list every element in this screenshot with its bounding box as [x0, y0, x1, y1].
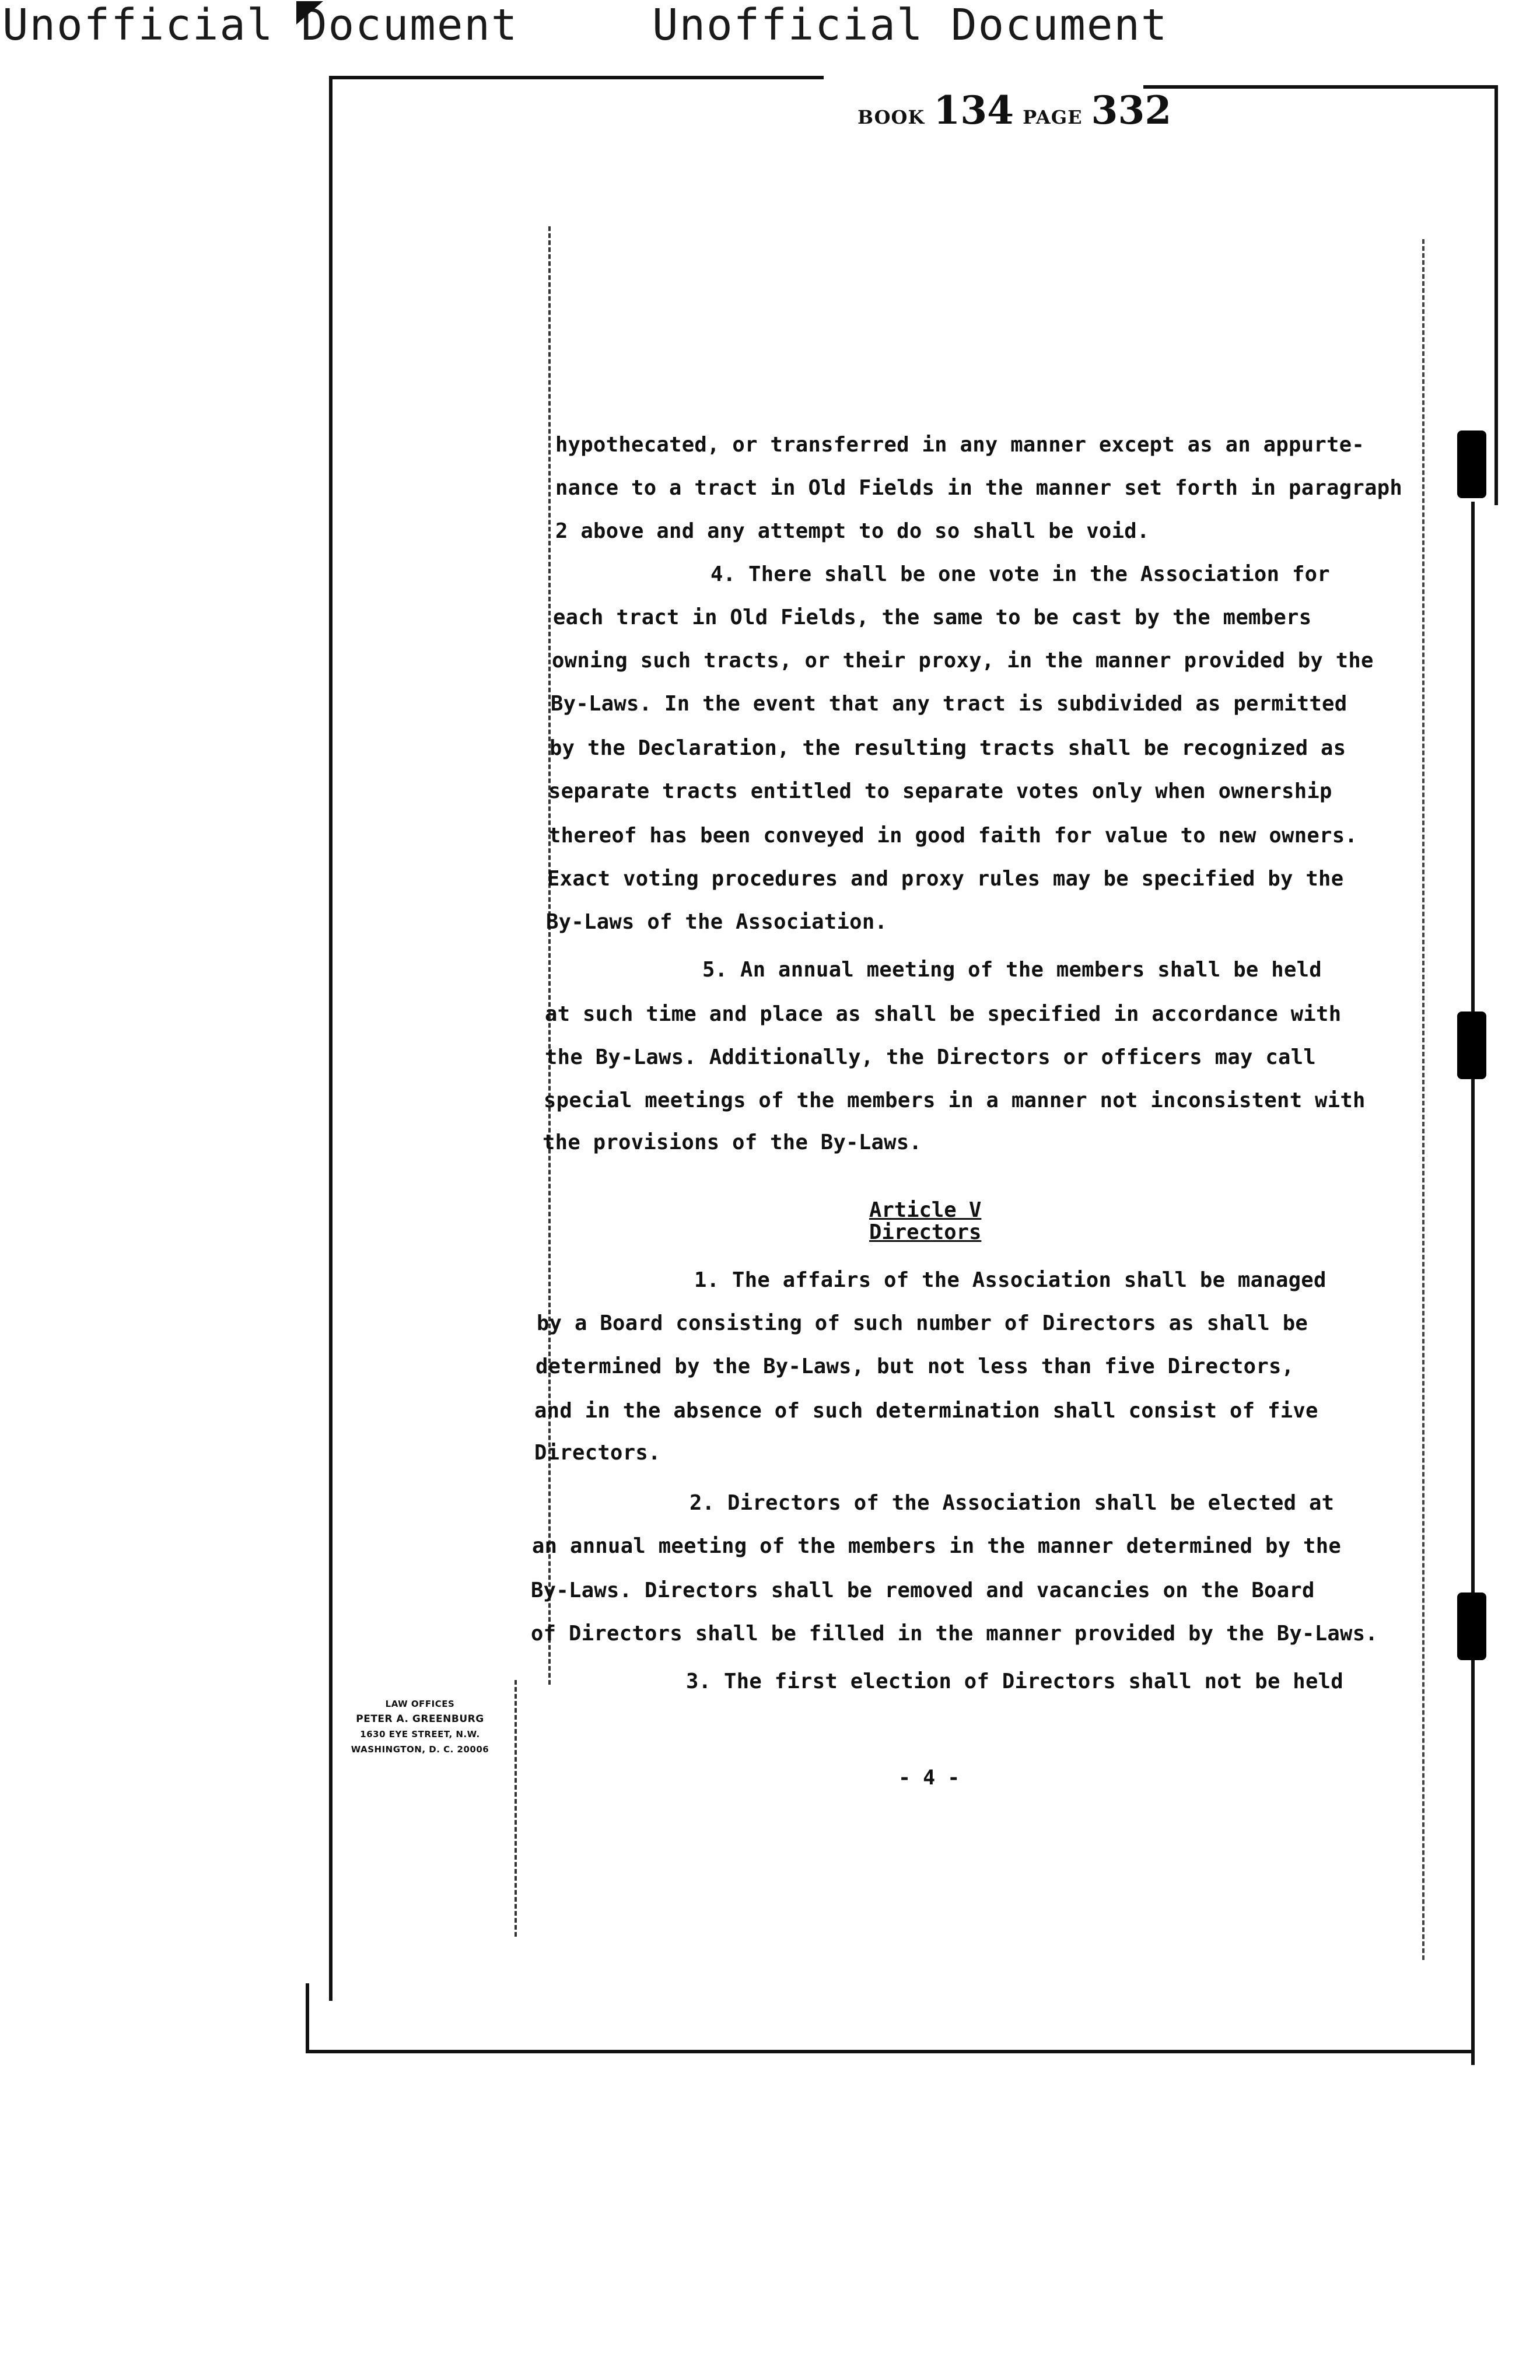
deed-page-number: 332 — [1091, 88, 1172, 133]
article-heading: Article V — [869, 1198, 982, 1222]
article-line: 3. The first election of Directors shall not be held — [686, 1670, 1343, 1693]
body-line: hypothecated, or transferred in any manner except as an appurte- — [555, 433, 1365, 457]
article-line: by a Board consisting of such number of Directors as shall be — [537, 1311, 1308, 1335]
frame-left-lower — [306, 1983, 309, 2053]
article-line: 2. Directors of the Association shall be elected at — [690, 1491, 1335, 1515]
law-office-block — [327, 1696, 513, 1757]
body-line: 2 above and any attempt to do so shall be void. — [555, 519, 1150, 543]
law-office-street: 1630 EYE STREET, N.W. — [360, 1729, 480, 1740]
body-line: 5. An annual meeting of the members shall be held — [702, 958, 1322, 982]
body-line: thereof has been conveyed in good faith for value to new owners. — [548, 824, 1358, 848]
article-line: By-Laws. Directors shall be removed and vacancies on the Board — [531, 1578, 1315, 1602]
binding-tab-mark — [1457, 430, 1486, 498]
book-page-reference — [858, 88, 1177, 133]
body-line: nance to a tract in Old Fields in the manner set forth in paragraph — [555, 476, 1403, 500]
left-margin-rule — [548, 226, 551, 1685]
body-line: each tract in Old Fields, the same to be cast by the members — [553, 606, 1312, 629]
body-line: special meetings of the members in a manner not inconsistent with — [544, 1088, 1366, 1112]
article-line: determined by the By-Laws, but not less than five Directors, — [536, 1354, 1294, 1378]
body-line: the provisions of the By-Laws. — [542, 1130, 922, 1154]
watermark-left: Unofficial Document — [2, 0, 519, 50]
law-office-heading: LAW OFFICES — [385, 1699, 455, 1709]
book-number: 134 — [933, 88, 1014, 133]
book-label: BOOK — [858, 106, 925, 128]
body-line: at such time and place as shall be specified in accordance with — [545, 1002, 1342, 1026]
body-line: Exact voting procedures and proxy rules may be specified by the — [547, 867, 1344, 891]
binding-tab-mark — [1457, 1012, 1486, 1079]
frame-top-right — [1143, 85, 1497, 89]
page-label: PAGE — [1023, 106, 1083, 128]
article-line: an annual meeting of the members in the manner determined by the — [532, 1534, 1342, 1558]
body-line: 4. There shall be one vote in the Association for — [710, 562, 1330, 586]
body-line: By-Laws. In the event that any tract is subdivided as permitted — [551, 692, 1348, 716]
law-office-name: PETER A. GREENBURG — [356, 1713, 484, 1725]
right-margin-rule — [1422, 239, 1424, 1960]
article-subheading: Directors — [869, 1220, 982, 1244]
article-line: and in the absence of such determination shall consist of five — [534, 1399, 1318, 1423]
article-line: 1. The affairs of the Association shall be managed — [694, 1268, 1326, 1292]
binding-tab-mark — [1457, 1592, 1486, 1660]
frame-right — [1494, 85, 1498, 505]
frame-bottom — [306, 2050, 1475, 2053]
law-office-city: WASHINGTON, D. C. 20006 — [351, 1744, 489, 1755]
page-number: - 4 - — [898, 1766, 960, 1790]
article-line: Directors. — [534, 1441, 661, 1465]
body-line: the By-Laws. Additionally, the Directors or officers may call — [545, 1045, 1317, 1069]
frame-right-lower — [1471, 502, 1475, 2065]
body-line: separate tracts entitled to separate votes only when ownership — [548, 779, 1332, 803]
article-line: of Directors shall be filled in the manner provided by the By-Laws. — [531, 1622, 1378, 1646]
body-line: By-Laws of the Association. — [546, 910, 888, 934]
frame-top-left — [331, 76, 824, 79]
left-margin-rule-lower — [514, 1680, 517, 1937]
watermark-right: Unofficial Document — [652, 0, 1168, 50]
watermark-flag-mark — [296, 1, 323, 24]
body-line: owning such tracts, or their proxy, in the manner provided by the — [552, 649, 1374, 673]
body-line: by the Declaration, the resulting tracts shall be recognized as — [550, 736, 1346, 760]
